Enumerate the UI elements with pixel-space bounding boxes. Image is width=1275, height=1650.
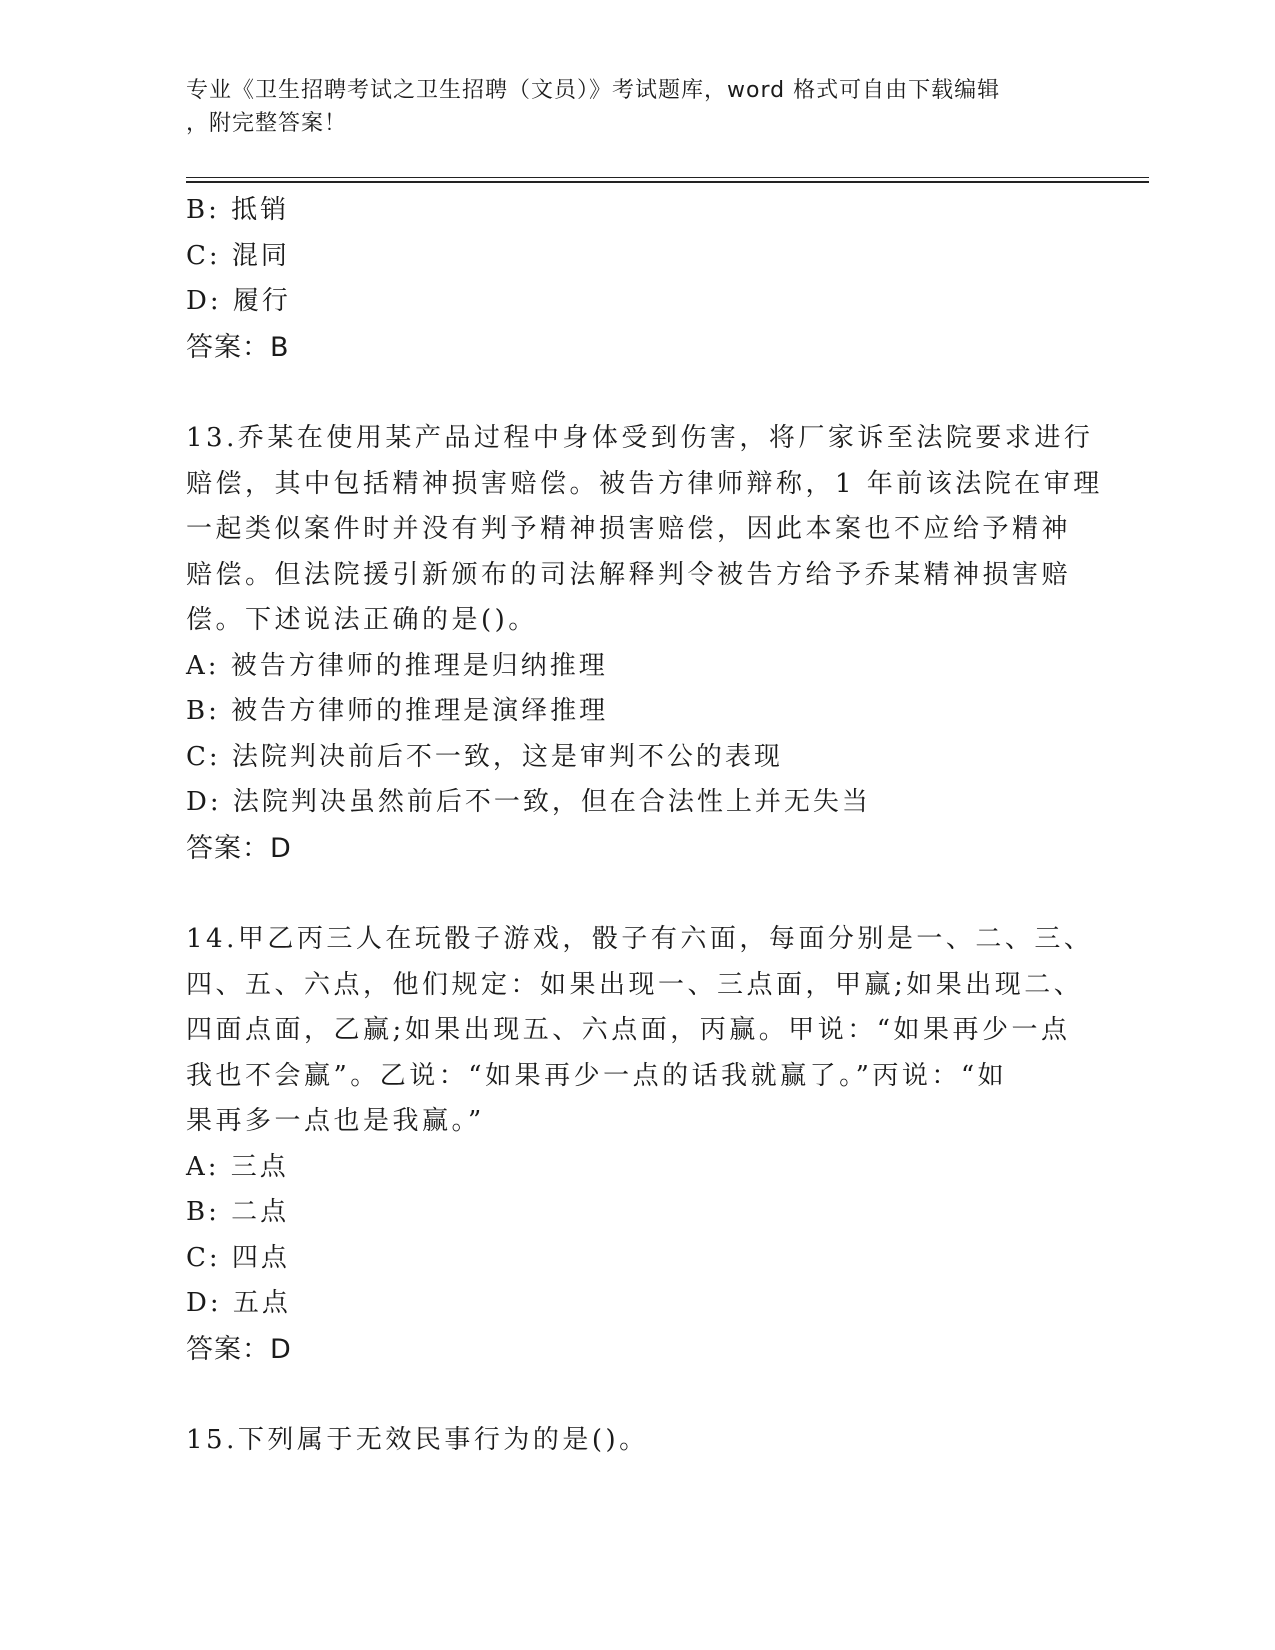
page-content: [186, 188, 1103, 1464]
page-header: [186, 74, 1066, 140]
question-text-line: 13.乔某在使用某产品过程中身体受到伤害，将厂家诉至法院要求进行: [186, 423, 1094, 453]
option-c: C: 法院判决前后不一致，这是审判不公的表现: [186, 741, 783, 772]
header-line-2: ，附完整答案！: [186, 111, 348, 136]
question-text-line: 14.甲乙丙三人在玩骰子游戏，骰子有六面，每面分别是一、二、三、: [186, 924, 1094, 954]
option-a: A: 被告方律师的推理是归纳推理: [186, 650, 608, 681]
question-text-line: 赔偿。但法院援引新颁布的司法解释判令被告方给予乔某精神损害赔: [186, 559, 1072, 590]
header-rule-thick: [186, 181, 1149, 183]
option-c: C: 混同: [186, 240, 290, 271]
option-d: D: 履行: [186, 286, 291, 316]
option-b: B: 抵销: [186, 195, 290, 225]
question-text-line: 果再多一点也是我赢。”: [186, 1106, 485, 1136]
option-a: A: 三点: [186, 1151, 289, 1182]
question-12-continued: [186, 188, 1086, 370]
header-rule-thin: [186, 177, 1149, 178]
option-c: C: 四点: [186, 1242, 290, 1273]
question-text-line: 四、五、六点，他们规定：如果出现一、三点面，甲赢;如果出现二、: [186, 969, 1084, 1000]
question-text-line: 我也不会赢”。乙说：“如果再少一点的话我就赢了。”丙说：“如: [186, 1060, 1008, 1091]
header-line-1: 专业《卫生招聘考试之卫生招聘（文员）》考试题库，word 格式可自由下载编辑: [186, 78, 1001, 103]
question-text: [186, 416, 1103, 644]
option-d: D: 五点: [186, 1288, 291, 1318]
answer: 答案：D: [186, 832, 292, 864]
question-text-line: 四面点面，乙赢;如果出现五、六点面，丙赢。甲说：“如果再少一点: [186, 1015, 1071, 1045]
question-15: [186, 1418, 1086, 1464]
question-text-line: 15.下列属于无效民事行为的是()。: [186, 1425, 649, 1455]
question-13: [186, 416, 1103, 871]
answer: 答案：D: [186, 1333, 292, 1365]
question-text: [186, 917, 1094, 1145]
question-text: [186, 1418, 1086, 1464]
question-text-line: 偿。下述说法正确的是()。: [186, 605, 538, 635]
answer: 答案：B: [186, 331, 290, 363]
spacer: [186, 370, 1086, 416]
question-text-line: 赔偿，其中包括精神损害赔偿。被告方律师辩称，1 年前该法院在审理: [186, 468, 1103, 499]
option-d: D: 法院判决虽然前后不一致，但在合法性上并无失当: [186, 787, 871, 817]
question-14: [186, 917, 1094, 1372]
option-b: B: 被告方律师的推理是演绎推理: [186, 696, 609, 726]
spacer: [186, 1372, 1086, 1418]
option-b: B: 二点: [186, 1197, 290, 1227]
spacer: [186, 871, 1086, 917]
question-text-line: 一起类似案件时并没有判予精神损害赔偿，因此本案也不应给予精神: [186, 514, 1072, 544]
